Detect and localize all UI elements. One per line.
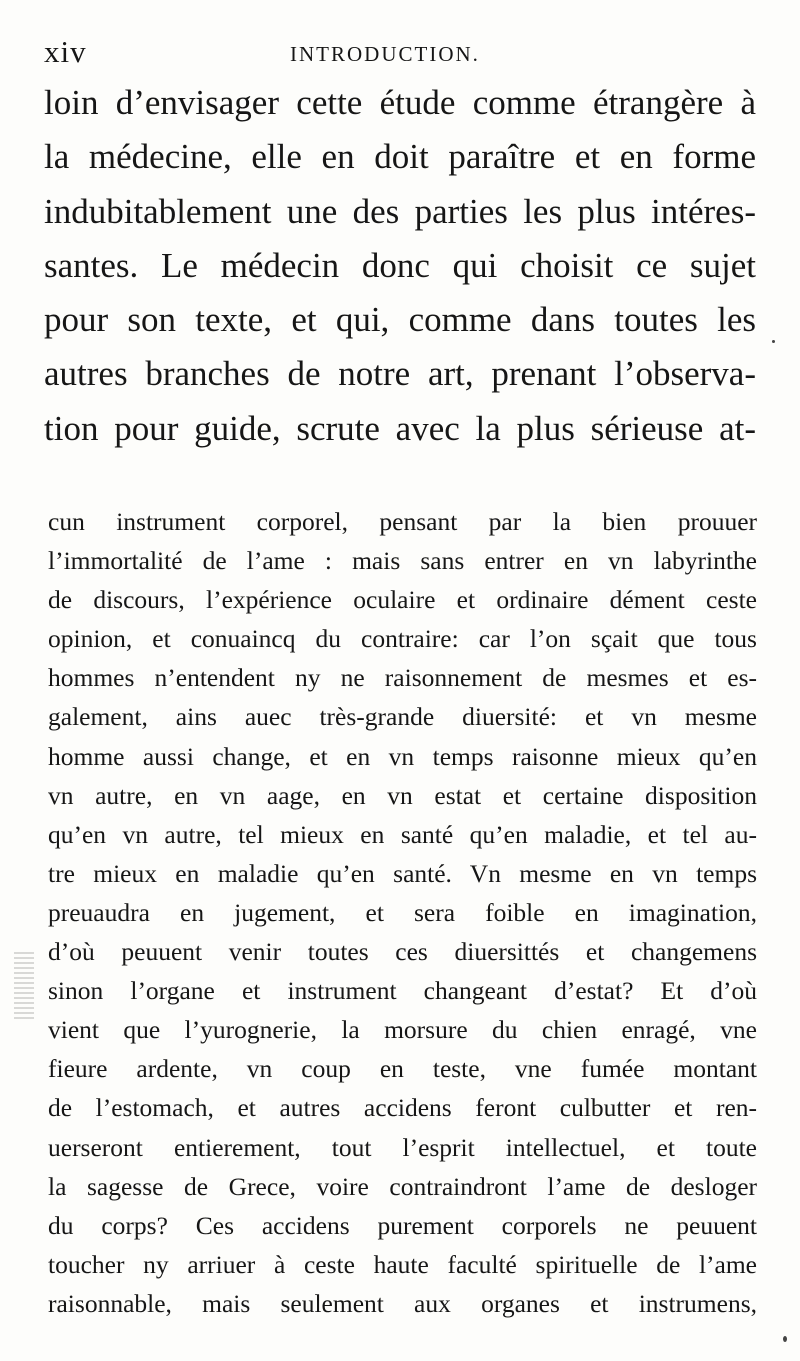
quotation-block <box>48 502 757 1323</box>
ink-speck <box>772 340 775 343</box>
quotation-line: toucher ny arriuer à ceste haute faculté spirituelle de l’ame <box>48 1249 757 1279</box>
quotation-line: d’où peuuent venir toutes ces diuersittés et changemens <box>48 937 757 967</box>
main-text-line: la médecine, elle en doit paraître et en forme <box>44 137 756 177</box>
running-title: INTRODUCTION. <box>290 42 480 66</box>
quotation-line: du corps? Ces accidens purement corporels ne peuuent <box>48 1210 757 1240</box>
main-text-line: tion pour guide, scrute avec la plus sérieuse at- <box>44 408 756 448</box>
quotation-line: de discours, l’expérience oculaire et ordinaire dément ceste <box>48 585 757 615</box>
page-number: xiv <box>44 34 87 69</box>
running-head <box>44 34 756 74</box>
quotation-line: cun instrument corporel, pensant par la bien prouuer <box>48 507 757 536</box>
quotation-line: raisonnable, mais seulement aux organes et instrumens, <box>48 1288 757 1318</box>
quotation-line: tre mieux en maladie qu’en santé. Vn mesme en vn temps <box>48 858 757 888</box>
margin-smudge <box>14 952 34 1020</box>
main-text-line: autres branches de notre art, prenant l’observa- <box>44 354 756 394</box>
quotation-line: l’immortalité de l’ame : mais sans entrer en vn labyrinthe <box>48 546 757 576</box>
quotation-line: vient que l’yurognerie, la morsure du chien enragé, vne <box>48 1015 757 1045</box>
main-text-line: loin d’envisager cette étude comme étrangère à <box>44 83 756 122</box>
quotation-line: sinon l’organe et instrument changeant d’estat? Et d’où <box>48 976 757 1006</box>
quotation-line: uerseront entierement, tout l’esprit intellectuel, et toute <box>48 1132 757 1162</box>
quotation-line: fieure ardente, vn coup en teste, vne fumée montant <box>48 1054 757 1084</box>
main-paragraph <box>44 76 756 456</box>
quotation-line: la sagesse de Grece, voire contraindront l’ame de desloger <box>48 1171 757 1201</box>
quotation-line: galement, ains auec très-grande diuersité: et vn mesme <box>48 702 757 732</box>
quotation-line: hommes n’entendent ny ne raisonnement de mesmes et es- <box>48 663 757 693</box>
quotation-line: preuaudra en jugement, et sera foible en imagination, <box>48 897 757 927</box>
main-text-line: pour son texte, et qui, comme dans toutes les <box>44 300 756 340</box>
ink-speck <box>783 1336 787 1342</box>
quotation-line: homme aussi change, et en vn temps raisonne mieux qu’en <box>48 741 757 771</box>
main-text-line: indubitablement une des parties les plus intéres- <box>44 191 756 231</box>
quotation-line: vn autre, en vn aage, en vn estat et certaine disposition <box>48 780 757 810</box>
quotation-line: de l’estomach, et autres accidens feront culbutter et ren- <box>48 1093 757 1123</box>
quotation-line: qu’en vn autre, tel mieux en santé qu’en maladie, et tel au- <box>48 819 757 849</box>
quotation-line: opinion, et conuaincq du contraire: car l’on sçait que tous <box>48 624 757 654</box>
main-text-line: santes. Le médecin donc qui choisit ce sujet <box>44 245 756 285</box>
